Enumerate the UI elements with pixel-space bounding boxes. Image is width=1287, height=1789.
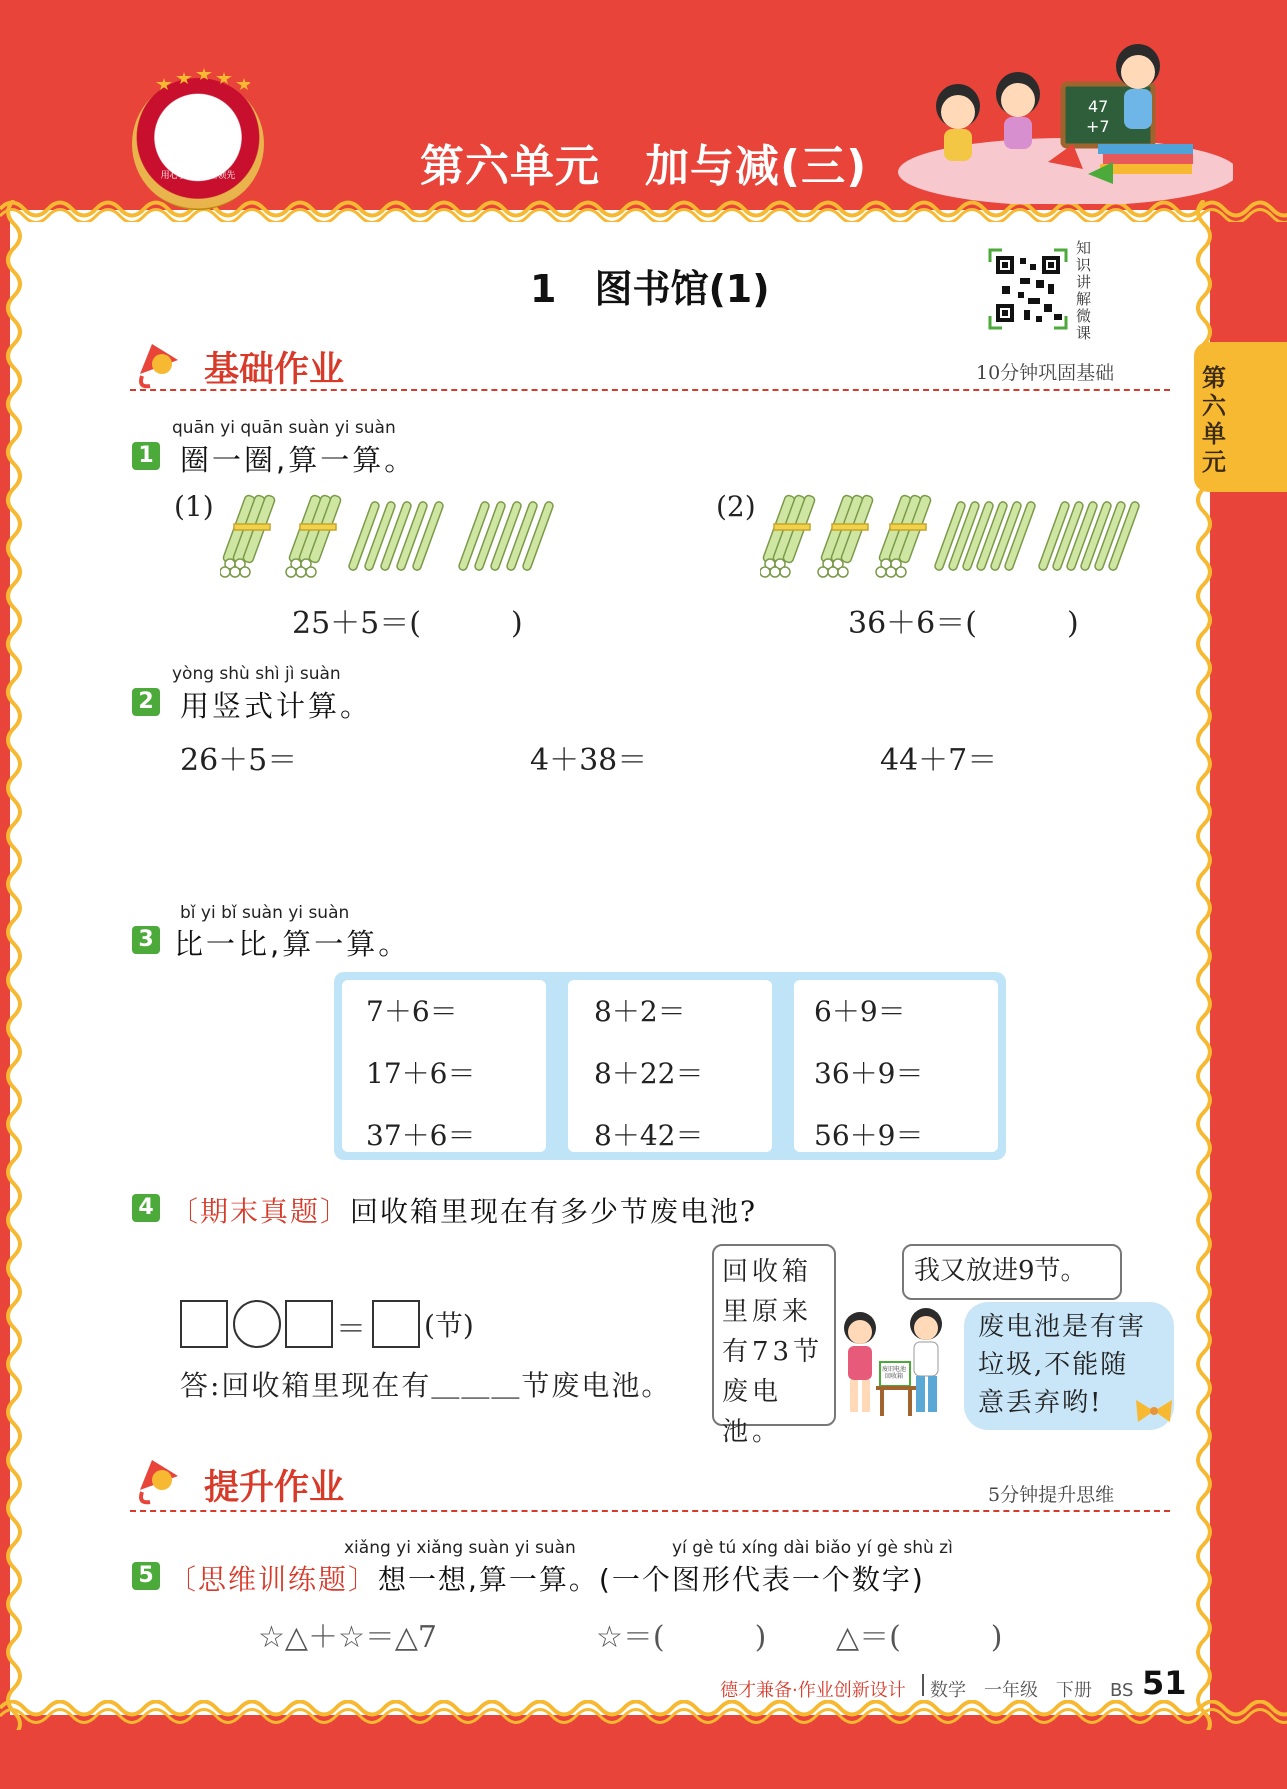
section-divider [130, 389, 1170, 391]
q5-question [168, 1558, 925, 1598]
tip-line-2: 垃圾,不能随 [978, 1350, 1129, 1380]
q3-c2-r2[interactable]: 8＋22＝ [594, 1057, 704, 1090]
q3-c1-r1[interactable]: 7＋6＝ [366, 995, 458, 1028]
q3-c3-r1[interactable]: 6＋9＝ [814, 995, 906, 1028]
q3-number: 3 [132, 926, 160, 954]
q3-compare-box [334, 972, 1006, 1160]
q3-c3-r2[interactable]: 36＋9＝ [814, 1057, 924, 1090]
q1-part1-label: (1) [174, 490, 214, 523]
q4-answer-box-2[interactable] [285, 1300, 333, 1348]
q1-text: 圈一圈,算一算。 [180, 443, 417, 477]
q5-star-answer[interactable]: ☆＝( ) [596, 1620, 767, 1655]
bubble-left-line-4: 废电池。 [722, 1377, 783, 1447]
tip-line-3: 意丢弃哟! [978, 1388, 1103, 1418]
q1-part1-equation[interactable]: 25＋5＝( ) [292, 606, 523, 641]
bubble-left-line-1: 回收箱 [722, 1257, 813, 1287]
megaphone-icon [132, 1452, 186, 1506]
q4-operator-circle[interactable] [233, 1300, 281, 1348]
q1-pinyin: quān yi quān suàn yi suàn [172, 418, 396, 438]
q5-number: 5 [132, 1562, 160, 1590]
q1-part2-sticks-illustration [760, 486, 1160, 580]
q3-c2-r3[interactable]: 8＋42＝ [594, 1119, 704, 1152]
q3-c3-r3[interactable]: 56＋9＝ [814, 1119, 924, 1152]
bow-icon [1134, 1396, 1174, 1426]
section-advanced-note: 5分钟提升思维 [988, 1484, 1115, 1506]
side-tab-label: 第六单元 [1202, 364, 1226, 476]
q1-part1-sticks-illustration [220, 486, 590, 580]
bubble-left-line-3: 有73节 [722, 1337, 824, 1367]
q1-part2-label: (2) [716, 490, 756, 523]
bubble-top-text: 我又放进9节。 [914, 1256, 1087, 1286]
q2-text: 用竖式计算。 [180, 689, 373, 723]
svg-text:47: 47 [1088, 97, 1109, 116]
kids-recycling-battery-illustration [836, 1302, 966, 1422]
q4-answer-line[interactable]: 答:回收箱里现在有＿＿＿节废电池。 [180, 1369, 672, 1402]
crown-stars-icon [150, 66, 250, 96]
left-wave-border [0, 200, 24, 1730]
q5-text: 想一想,算一算。(一个图形代表一个数字) [378, 1563, 925, 1596]
lesson-title: 1 图书馆(1) [530, 267, 770, 311]
q3-column-2 [568, 980, 772, 1152]
q3-pinyin: bǐ yi bǐ suàn yi suàn [180, 903, 350, 923]
q3-c2-r1[interactable]: 8＋2＝ [594, 995, 686, 1028]
q1-part2-equation[interactable]: 36＋6＝( ) [848, 606, 1079, 641]
bubble-left-line-2: 里原来 [722, 1297, 813, 1327]
footer-divider [922, 1674, 924, 1696]
q3-c1-r2[interactable]: 17＋6＝ [366, 1057, 476, 1090]
recycle-box-label: 废旧电池回收箱 [881, 1366, 906, 1380]
svg-text:+7: +7 [1086, 117, 1110, 136]
q5-tag: 〔思维训练题〕 [168, 1563, 379, 1596]
children-learning-illustration [888, 44, 1233, 204]
q4-answer-box-1[interactable] [180, 1300, 228, 1348]
q4-answer-box-3[interactable] [372, 1300, 420, 1348]
footer-series: 德才兼备·作业创新设计 [720, 1680, 906, 1701]
q3-column-3 [794, 980, 998, 1152]
q3-text: 比一比,算一算。 [174, 927, 411, 961]
q4-question [170, 1190, 757, 1230]
q2-item-2[interactable]: 4＋38＝ [530, 743, 648, 778]
section-basic-title: 基础作业 [204, 350, 345, 390]
qr-code[interactable] [988, 248, 1068, 330]
section-basic-note: 10分钟巩固基础 [976, 362, 1115, 384]
bottom-wave-border [0, 1700, 1287, 1726]
q2-number: 2 [132, 688, 160, 716]
q4-tag: 〔期末真题〕 [170, 1195, 351, 1228]
unit-side-tab[interactable] [1194, 342, 1287, 492]
q5-triangle-answer[interactable]: △＝( ) [836, 1620, 1003, 1655]
section-divider [130, 1510, 1170, 1512]
q4-unit: (节) [424, 1309, 474, 1342]
q4-equals: ＝ [336, 1312, 366, 1347]
q5-pinyin-1: xiǎng yi xiǎng suàn yi suàn [344, 1538, 576, 1558]
brand-slogan: 用心教育 行业领先 [160, 171, 236, 181]
qr-label: 知识讲解微课 [1076, 239, 1092, 342]
unit-title: 第六单元 加与减(三) [420, 141, 868, 192]
q2-pinyin: yòng shù shì jì suàn [172, 664, 341, 684]
q5-equation: ☆△＋☆＝△7 [258, 1620, 438, 1655]
brand-name: 王朝霞 [162, 131, 234, 160]
q4-number: 4 [132, 1194, 160, 1222]
footer-info: 数学 一年级 下册 BS [930, 1680, 1134, 1701]
q2-item-3[interactable]: 44＋7＝ [880, 743, 998, 778]
brand-logo [132, 78, 264, 210]
q4-speech-bubble-left [712, 1244, 836, 1447]
q4-text: 回收箱里现在有多少节废电池? [350, 1195, 758, 1228]
tip-line-1: 废电池是有害 [978, 1312, 1147, 1342]
q1-number: 1 [132, 442, 160, 470]
section-advanced-title: 提升作业 [204, 1468, 345, 1508]
page-number: 51 [1142, 1664, 1187, 1702]
stick-bundle [220, 494, 276, 577]
q2-item-1[interactable]: 26＋5＝ [180, 743, 298, 778]
q3-c1-r3[interactable]: 37＋6＝ [366, 1119, 476, 1152]
q4-speech-bubble-top [902, 1244, 1122, 1300]
megaphone-icon [132, 336, 186, 390]
q5-pinyin-2: yí gè tú xíng dài biǎo yí gè shù zì [672, 1538, 953, 1558]
q3-column-1 [342, 980, 546, 1152]
